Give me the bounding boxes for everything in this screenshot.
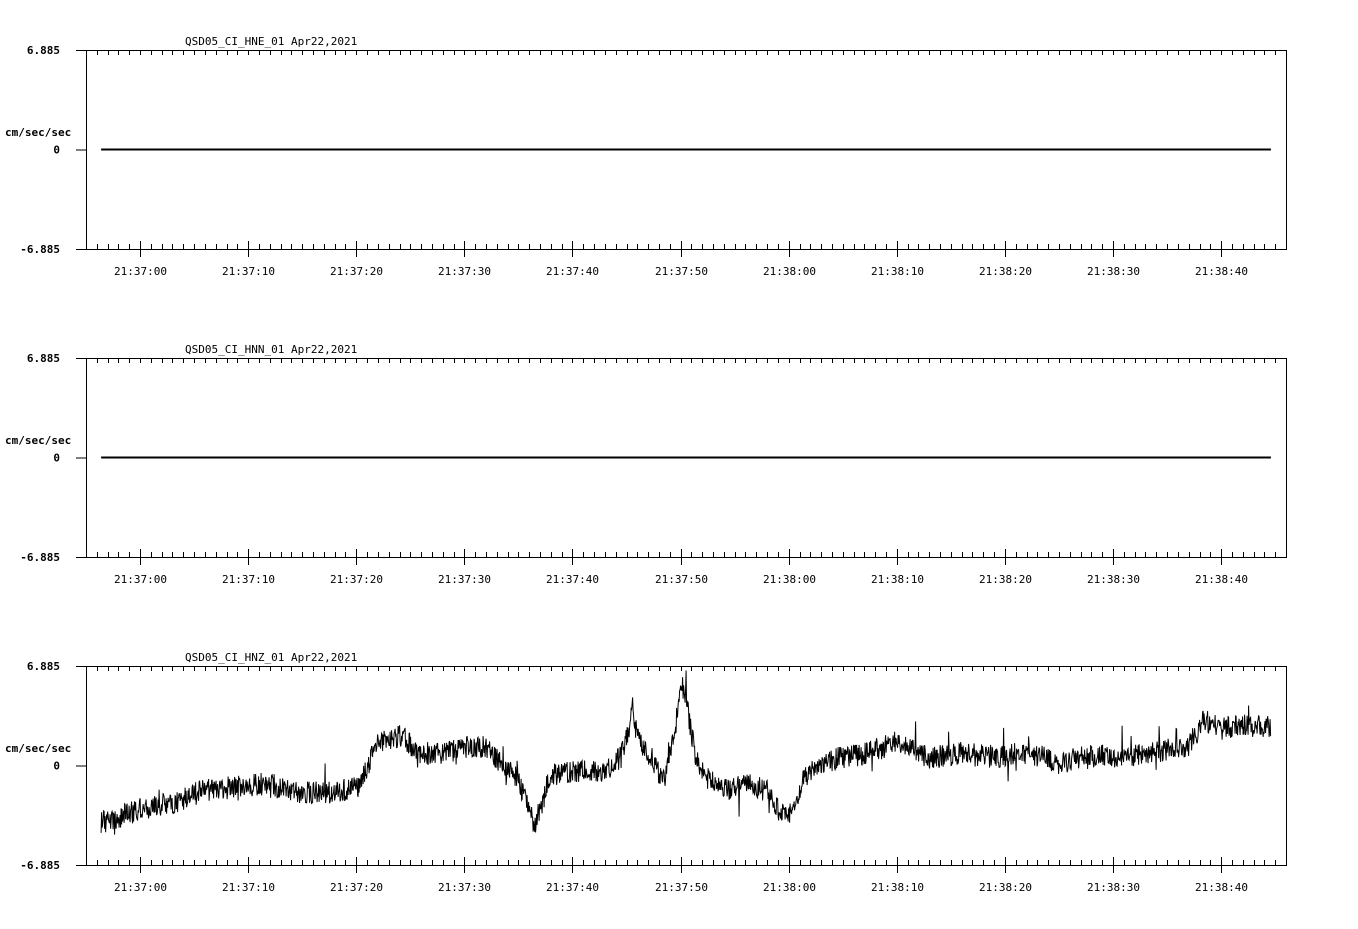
x-tick-label: 21:38:00 bbox=[763, 265, 816, 278]
y-tick-label: 0 bbox=[53, 451, 60, 465]
y-axis-label: cm/sec/sec bbox=[5, 434, 72, 447]
series-trace bbox=[101, 671, 1271, 835]
x-tick-label: 21:38:00 bbox=[763, 573, 816, 586]
x-tick-label: 21:38:30 bbox=[1087, 573, 1140, 586]
x-tick-label: 21:37:10 bbox=[222, 573, 275, 586]
y-tick-label: -6.885 bbox=[20, 551, 60, 564]
y-tick-label: -6.885 bbox=[20, 859, 60, 872]
x-tick-label: 21:38:40 bbox=[1195, 881, 1248, 894]
x-tick-label: 21:38:30 bbox=[1087, 265, 1140, 278]
x-tick-label: 21:37:30 bbox=[438, 265, 491, 278]
chart-title: QSD05_CI_HNN_01 Apr22,2021 bbox=[185, 343, 358, 356]
x-tick-label: 21:37:00 bbox=[114, 881, 167, 894]
x-tick-label: 21:37:50 bbox=[655, 573, 708, 586]
y-tick-label: 0 bbox=[53, 759, 60, 773]
y-axis-label: cm/sec/sec bbox=[5, 126, 72, 139]
x-tick-label: 21:37:50 bbox=[655, 265, 708, 278]
x-tick-label: 21:37:00 bbox=[114, 573, 167, 586]
y-tick-label: -6.885 bbox=[20, 243, 60, 256]
panel-2 bbox=[5, 343, 1287, 586]
x-tick-label: 21:37:30 bbox=[438, 881, 491, 894]
x-tick-label: 21:37:10 bbox=[222, 881, 275, 894]
x-tick-label: 21:38:40 bbox=[1195, 265, 1248, 278]
chart-title: QSD05_CI_HNZ_01 Apr22,2021 bbox=[185, 651, 358, 664]
x-tick-label: 21:38:00 bbox=[763, 881, 816, 894]
panel-1 bbox=[5, 35, 1287, 278]
y-tick-label: 6.885 bbox=[26, 44, 60, 57]
x-tick-label: 21:37:20 bbox=[330, 265, 383, 278]
y-tick-label: 0 bbox=[53, 143, 60, 157]
x-tick-label: 21:37:50 bbox=[655, 881, 708, 894]
x-tick-label: 21:38:40 bbox=[1195, 573, 1248, 586]
x-tick-label: 21:38:20 bbox=[979, 573, 1032, 586]
x-tick-label: 21:38:10 bbox=[871, 881, 924, 894]
x-tick-label: 21:38:10 bbox=[871, 265, 924, 278]
x-tick-label: 21:37:40 bbox=[546, 265, 599, 278]
y-tick-label: 6.885 bbox=[26, 660, 60, 673]
x-tick-label: 21:38:20 bbox=[979, 265, 1032, 278]
x-tick-label: 21:37:30 bbox=[438, 573, 491, 586]
x-tick-label: 21:37:40 bbox=[546, 881, 599, 894]
y-axis-label: cm/sec/sec bbox=[5, 742, 72, 755]
x-tick-label: 21:38:20 bbox=[979, 881, 1032, 894]
x-tick-label: 21:37:00 bbox=[114, 265, 167, 278]
x-tick-label: 21:37:10 bbox=[222, 265, 275, 278]
chart-title: QSD05_CI_HNE_01 Apr22,2021 bbox=[185, 35, 358, 48]
x-tick-label: 21:37:40 bbox=[546, 573, 599, 586]
x-tick-label: 21:38:10 bbox=[871, 573, 924, 586]
x-tick-label: 21:37:20 bbox=[330, 881, 383, 894]
x-tick-label: 21:38:30 bbox=[1087, 881, 1140, 894]
panel-3 bbox=[5, 651, 1287, 894]
y-tick-label: 6.885 bbox=[26, 352, 60, 365]
x-tick-label: 21:37:20 bbox=[330, 573, 383, 586]
